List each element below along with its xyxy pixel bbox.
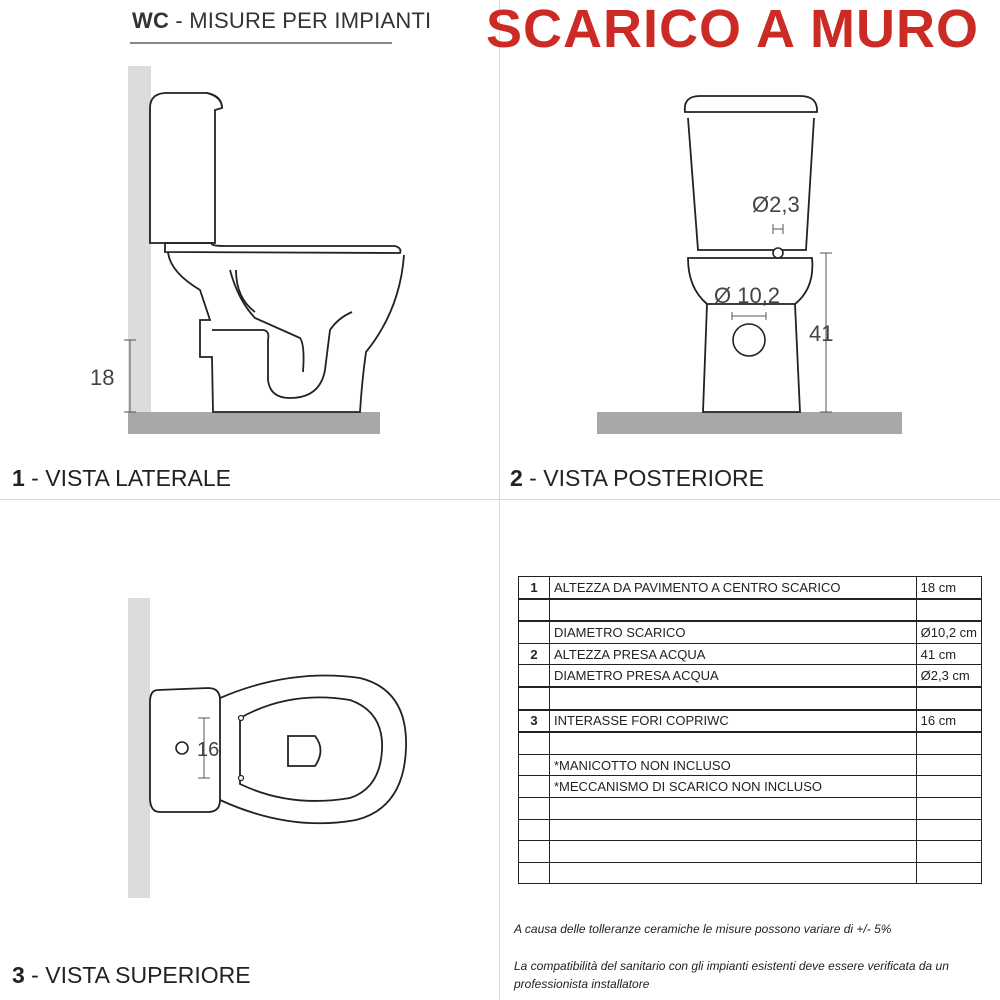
- table-row: [519, 862, 982, 884]
- table-row: [519, 819, 982, 841]
- row-value: [916, 776, 981, 798]
- table-row: [519, 776, 982, 798]
- row-number: [519, 687, 550, 710]
- row-value: Ø2,3 cm: [916, 665, 981, 687]
- seat-hinge-hole-bottom: [239, 776, 244, 781]
- compatibility-note: La compatibilità del sanitario con gli impianti esistenti deve essere verificata da un professionista installatore: [514, 959, 949, 991]
- row-number: [519, 862, 550, 884]
- rear-height-label: 41: [809, 321, 834, 346]
- row-description: [550, 862, 917, 884]
- table-row: [519, 643, 982, 665]
- drain-diameter-label: Ø 10,2: [714, 283, 781, 308]
- row-number: 3: [519, 710, 550, 733]
- row-description: DIAMETRO SCARICO: [550, 621, 917, 643]
- top-holes-label: 16: [197, 739, 220, 761]
- floor: [128, 412, 380, 434]
- table-row: [519, 577, 982, 599]
- page-title: SCARICO A MURO: [486, 0, 979, 59]
- table-row: [519, 621, 982, 643]
- toilet-side-outline: [150, 93, 404, 412]
- row-value: 41 cm: [916, 643, 981, 665]
- row-value: [916, 841, 981, 863]
- side-view-number: 1: [12, 465, 25, 491]
- table-row: [519, 841, 982, 863]
- row-number: [519, 621, 550, 643]
- tolerance-note: A causa delle tolleranze ceramiche le misure possono variare di +/- 5%: [514, 922, 892, 936]
- row-description: [550, 732, 917, 754]
- toilet-rear-outline: [685, 96, 817, 412]
- spec-table: [518, 576, 982, 884]
- row-description: ALTEZZA PRESA ACQUA: [550, 643, 917, 665]
- floor: [597, 412, 902, 434]
- row-description: [550, 687, 917, 710]
- row-description: INTERASSE FORI COPRIWC: [550, 710, 917, 733]
- side-view-drawing: [0, 50, 499, 450]
- row-description: ALTEZZA DA PAVIMENTO A CENTRO SCARICO: [550, 577, 917, 599]
- header-prefix: WC: [132, 8, 170, 33]
- row-value: [916, 599, 981, 622]
- row-number: 1: [519, 577, 550, 599]
- top-view-caption: [12, 962, 251, 989]
- row-value: [916, 862, 981, 884]
- row-value: [916, 732, 981, 754]
- top-view-label: - VISTA SUPERIORE: [24, 962, 251, 988]
- rear-view-drawing: [500, 50, 1000, 450]
- row-value: 16 cm: [916, 710, 981, 733]
- row-number: [519, 665, 550, 687]
- row-number: [519, 819, 550, 841]
- table-row: [519, 754, 982, 776]
- row-description: *MECCANISMO DI SCARICO NON INCLUSO: [550, 776, 917, 798]
- table-row: [519, 732, 982, 754]
- row-number: [519, 776, 550, 798]
- row-number: [519, 797, 550, 819]
- drain-outlet-hole: [733, 324, 765, 356]
- row-description: *MANICOTTO NON INCLUSO: [550, 754, 917, 776]
- table-row: [519, 710, 982, 733]
- row-number: [519, 841, 550, 863]
- header-label: [132, 8, 431, 34]
- row-number: [519, 754, 550, 776]
- side-view-label: - VISTA LATERALE: [24, 465, 232, 491]
- top-view-number: 3: [12, 962, 25, 988]
- row-description: [550, 819, 917, 841]
- row-value: [916, 819, 981, 841]
- row-description: [550, 797, 917, 819]
- row-value: 18 cm: [916, 577, 981, 599]
- header-subtitle: - MISURE PER IMPIANTI: [169, 8, 432, 33]
- row-value: [916, 687, 981, 710]
- header-underline: [130, 42, 392, 44]
- side-view-caption: [12, 465, 231, 492]
- seat-hinge-hole-top: [239, 716, 244, 721]
- row-number: 2: [519, 643, 550, 665]
- table-row: [519, 665, 982, 687]
- wall: [128, 66, 151, 412]
- row-description: [550, 599, 917, 622]
- rear-view-caption: [510, 465, 764, 492]
- row-value: [916, 797, 981, 819]
- row-value: Ø10,2 cm: [916, 621, 981, 643]
- tank-inlet-circle: [176, 742, 188, 754]
- row-value: [916, 754, 981, 776]
- row-number: [519, 599, 550, 622]
- rear-view-number: 2: [510, 465, 523, 491]
- horizontal-divider: [0, 499, 1000, 500]
- water-inlet-label: Ø2,3: [752, 192, 800, 217]
- row-number: [519, 732, 550, 754]
- wall: [128, 598, 150, 898]
- water-inlet-hole: [773, 248, 783, 258]
- rear-view-label: - VISTA POSTERIORE: [522, 465, 764, 491]
- top-view-drawing: [0, 590, 499, 910]
- table-row: [519, 797, 982, 819]
- table-row: [519, 599, 982, 622]
- row-description: [550, 841, 917, 863]
- side-height-label: 18: [90, 365, 115, 390]
- table-row: [519, 687, 982, 710]
- row-description: DIAMETRO PRESA ACQUA: [550, 665, 917, 687]
